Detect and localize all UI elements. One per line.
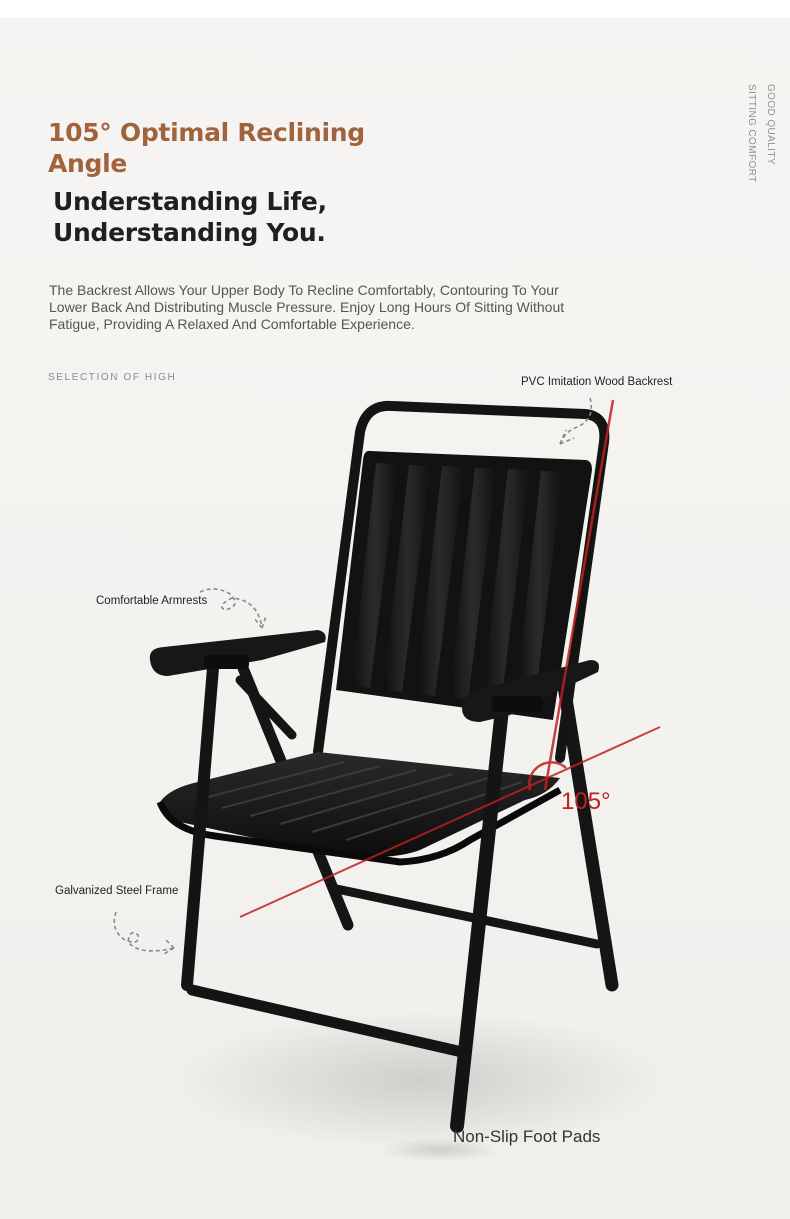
side-text-good-quality: GOOD QUALITY bbox=[765, 84, 776, 165]
callout-arrow-armrests bbox=[200, 589, 266, 628]
headline-main: Understanding Life, Understanding You. bbox=[53, 187, 327, 247]
callout-foot-pads: Non-Slip Foot Pads bbox=[453, 1127, 601, 1146]
description-text: The Backrest Allows Your Upper Body To Recline Comfortably, Contouring To Your Lower Back And Distributing Muscle Pressure. Enjoy Long Hours Of Sitting Without Fatigue, Providing A Relaxed And Comfortable Experience. bbox=[49, 282, 565, 332]
headline-accent: 105° Optimal Reclining Angle bbox=[48, 118, 365, 178]
callout-frame: Galvanized Steel Frame bbox=[55, 885, 179, 897]
callout-arrow-frame bbox=[114, 912, 174, 954]
callout-armrests: Comfortable Armrests bbox=[96, 595, 208, 607]
callout-arrow-backrest bbox=[560, 398, 591, 444]
section-label: SELECTION OF HIGH bbox=[48, 372, 177, 383]
side-text-sitting-comfort: SITTING COMFORT bbox=[746, 84, 757, 183]
callout-backrest: PVC Imitation Wood Backrest bbox=[521, 376, 673, 388]
angle-label: 105° bbox=[561, 788, 611, 815]
